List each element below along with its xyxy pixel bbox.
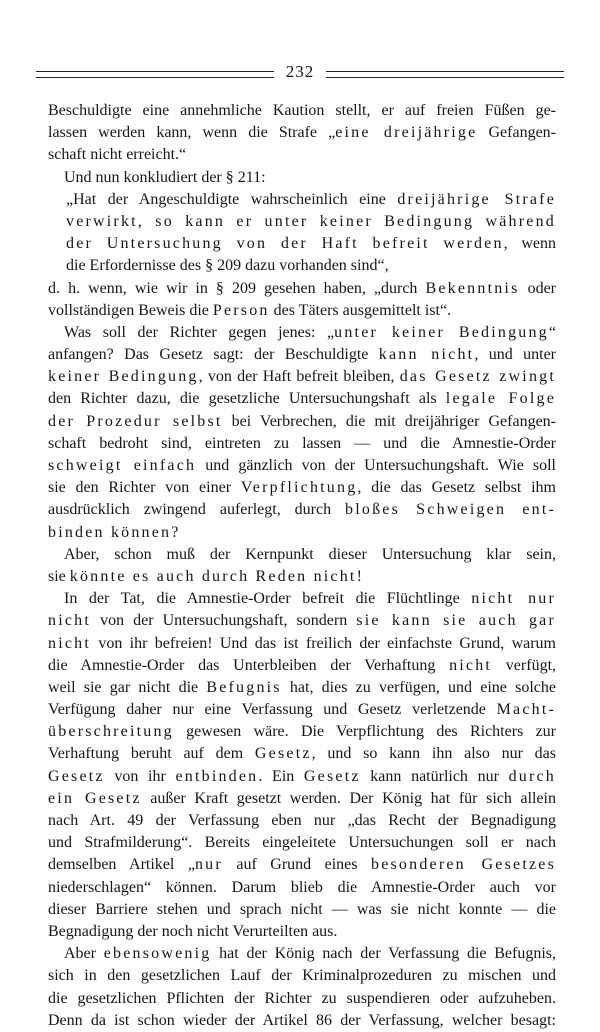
spaced-emphasis: schweigt einfach bbox=[48, 457, 197, 474]
text-segment: oder bbox=[519, 279, 556, 297]
text-segment: , die das Gesetz selbst ihm bbox=[357, 479, 556, 497]
text-line bbox=[48, 766, 556, 788]
text-line bbox=[48, 411, 556, 433]
text-segment: Aber, schon muß der Kernpunkt dieser Untersuchung klar sein, bbox=[64, 545, 556, 563]
spaced-emphasis: könnte es auch durch Reden nicht bbox=[69, 567, 357, 585]
text-segment: lassen werden kann, wenn die Strafe „ bbox=[48, 124, 336, 142]
spaced-emphasis: dreijährige Strafe bbox=[397, 190, 556, 208]
text-segment: sie den Richter von einer bbox=[48, 479, 241, 497]
text-segment: gewesen wäre. Die Verpflichtung des Richters zur bbox=[173, 723, 556, 741]
text-segment: anfangen? Das Gesetz sagt: der Beschuldigte bbox=[48, 346, 379, 364]
header-rule-left bbox=[36, 71, 274, 78]
text-segment: des Täters ausgemittelt ist“. bbox=[269, 301, 452, 319]
text-line bbox=[48, 278, 556, 300]
text-segment: und gänzlich von der Untersuchungshaft. Wie soll bbox=[196, 457, 556, 474]
text-line bbox=[48, 544, 556, 566]
text-segment: „Hat der Angeschuldigte wahrscheinlich eine bbox=[66, 190, 398, 208]
text-segment: auf Grund eines bbox=[222, 856, 371, 874]
text-segment: “ bbox=[548, 323, 556, 341]
text-line bbox=[48, 144, 556, 166]
text-segment: wenn bbox=[509, 235, 556, 253]
text-line bbox=[48, 477, 556, 499]
spaced-emphasis: Gesetz bbox=[303, 767, 361, 785]
text-line bbox=[48, 366, 556, 388]
text-segment: den Richter dazu, die gesetzliche Untersuchungshaft als bbox=[48, 390, 446, 408]
text-segment: hat, dies zu verfügen, und eine solche bbox=[281, 678, 556, 696]
text-line bbox=[48, 921, 556, 943]
text-segment: ausdrücklich zwingend auferlegt, durch bbox=[48, 501, 346, 519]
text-segment: die Amnestie-Order das Unterbleiben der Verhaftung bbox=[48, 656, 450, 674]
text-line bbox=[48, 899, 556, 921]
text-segment: Begnadigung der noch nicht Verurteilten aus. bbox=[48, 922, 338, 940]
text-line bbox=[48, 610, 556, 632]
text-segment: , und unter bbox=[474, 346, 557, 364]
text-segment: Aber bbox=[64, 945, 104, 963]
text-segment: sie bbox=[48, 567, 70, 585]
spaced-emphasis: überschreitung bbox=[48, 723, 174, 741]
text-segment: von der Untersuchungshaft, sondern bbox=[91, 612, 357, 630]
text-segment: bei Verbrechen, die mit dreijähriger Gefangen- bbox=[222, 412, 556, 430]
spaced-emphasis: Macht- bbox=[496, 701, 556, 719]
text-line bbox=[48, 388, 556, 410]
text-segment: schaft bedroht sind, eintreten zu lassen — und die Amnestie-Order bbox=[48, 434, 556, 452]
text-segment: niederschlagen“ können. Darum blieb die Amnestie-Order auch vor bbox=[48, 878, 556, 896]
text-line bbox=[48, 344, 556, 366]
text-line bbox=[48, 810, 556, 832]
text-segment: verfügt, bbox=[492, 656, 557, 674]
text-segment: dieser Barriere stehen und sprach nicht — was sie nicht konnte — die bbox=[48, 900, 556, 918]
text-segment: Gefangen- bbox=[477, 124, 557, 142]
text-line bbox=[48, 499, 556, 521]
spaced-emphasis: der Prozedur selbst bbox=[48, 412, 223, 430]
text-line bbox=[48, 854, 556, 876]
text-segment: vollständigen Beweis die bbox=[48, 301, 213, 319]
spaced-emphasis: besonderen Gesetzes bbox=[371, 856, 557, 874]
text-segment: und Strafmilderung“. Bereits eingeleitete Untersuchungen soll er nach bbox=[48, 834, 556, 852]
text-line bbox=[48, 566, 556, 588]
text-line bbox=[48, 122, 556, 144]
text-line bbox=[48, 100, 556, 122]
text-line bbox=[48, 189, 556, 211]
text-line bbox=[48, 655, 556, 677]
text-line bbox=[48, 455, 556, 477]
text-line bbox=[48, 965, 556, 987]
text-segment: von ihr befreien! Und das ist freilich der einfachste Grund, warum bbox=[91, 634, 556, 652]
text-line bbox=[48, 433, 556, 455]
text-segment: Verhaftung beruht auf dem bbox=[48, 745, 255, 763]
text-segment: Beschuldigte eine annehmliche Kaution stellt, er auf freien Füßen ge- bbox=[48, 102, 556, 119]
text-segment: hat der König nach der Verfassung die Befugnis, bbox=[211, 945, 557, 963]
text-line bbox=[48, 167, 556, 189]
spaced-emphasis: nicht bbox=[48, 612, 91, 630]
text-segment: kann natürlich nur bbox=[360, 767, 509, 785]
spaced-emphasis: Gesetz bbox=[48, 767, 105, 785]
text-line bbox=[48, 877, 556, 899]
text-segment: ! bbox=[356, 567, 362, 585]
text-segment: Verfügung daher nur eine Verfassung und Gesetz verletzende bbox=[48, 701, 497, 719]
text-segment: Was soll der Richter gegen jenes: „ bbox=[64, 323, 335, 341]
text-line bbox=[48, 255, 556, 277]
body-text bbox=[48, 100, 556, 1032]
text-segment: schaft nicht erreicht.“ bbox=[48, 146, 187, 164]
text-segment: d. h. wenn, wie wir in § 209 gesehen haben, „durch bbox=[48, 279, 426, 297]
text-line bbox=[48, 1010, 556, 1032]
text-line bbox=[48, 211, 556, 233]
text-segment: weil sie gar nicht die bbox=[48, 678, 207, 696]
text-segment: In der Tat, die Amnestie-Order befreit die Flüchtlinge bbox=[64, 590, 472, 608]
spaced-emphasis: verwirkt, so kann er unter keiner Bedingung während bbox=[66, 212, 556, 230]
spaced-emphasis: nicht bbox=[48, 634, 91, 652]
text-segment: außer Kraft gesetzt werden. Der König hat für sich allein bbox=[141, 789, 557, 807]
spaced-emphasis: entbinden bbox=[175, 767, 259, 785]
spaced-emphasis: ebensowenig bbox=[103, 945, 212, 963]
text-line bbox=[48, 677, 556, 699]
text-line bbox=[48, 322, 556, 344]
spaced-emphasis: Verpflichtung bbox=[240, 479, 358, 497]
text-line bbox=[48, 633, 556, 655]
text-segment: Denn da ist schon wieder der Artikel 86 der Verfassung, welcher besagt: bbox=[48, 1011, 556, 1029]
text-segment: demselben Artikel „ bbox=[48, 856, 195, 874]
text-segment: , und so kann ihn also nur das bbox=[311, 745, 557, 763]
spaced-emphasis: nur bbox=[194, 856, 223, 874]
header-rule-right bbox=[326, 71, 564, 78]
spaced-emphasis: unter keiner Bedingung bbox=[334, 323, 549, 341]
text-line bbox=[48, 988, 556, 1010]
text-line bbox=[48, 788, 556, 810]
text-line bbox=[48, 300, 556, 322]
page-header bbox=[36, 62, 564, 86]
text-line bbox=[48, 588, 556, 610]
page-number: 232 bbox=[285, 62, 315, 81]
text-segment: die gesetzlichen Pflichten der Richter zu suspendieren oder aufzuheben. bbox=[48, 989, 556, 1007]
spaced-emphasis: nicht nur bbox=[471, 590, 557, 608]
text-segment: sich in den gesetzlichen Lauf der Kriminalprozeduren zu mischen und bbox=[48, 967, 556, 985]
text-line bbox=[48, 832, 556, 854]
text-segment: Und nun konkludiert der § 211: bbox=[64, 168, 266, 186]
spaced-emphasis: legale Folge bbox=[445, 390, 556, 408]
spaced-emphasis: sie kann sie auch gar bbox=[356, 612, 556, 630]
spaced-emphasis: das Gesetz zwingt bbox=[399, 368, 557, 386]
spaced-emphasis: kann nicht bbox=[378, 346, 475, 364]
text-segment: nach Art. 49 der Verfassung eben nur „das Recht der Begnadigung bbox=[48, 812, 556, 829]
spaced-emphasis: durch bbox=[508, 767, 557, 785]
spaced-emphasis: Gesetz bbox=[254, 745, 312, 763]
text-line bbox=[48, 522, 556, 544]
text-line bbox=[48, 233, 556, 255]
text-line bbox=[48, 699, 556, 721]
text-segment: von ihr bbox=[104, 767, 176, 785]
spaced-emphasis: Bekenntnis bbox=[425, 279, 520, 297]
text-segment: , von der Haft befreit bleiben, bbox=[198, 368, 400, 386]
spaced-emphasis: binden können? bbox=[48, 523, 181, 541]
spaced-emphasis: bloßes Schweigen ent- bbox=[345, 501, 556, 519]
spaced-emphasis: ein Gesetz bbox=[48, 789, 142, 807]
text-segment: . Ein bbox=[258, 767, 304, 785]
text-line bbox=[48, 743, 556, 765]
text-line bbox=[48, 721, 556, 743]
text-line bbox=[48, 943, 556, 965]
spaced-emphasis: eine dreijährige bbox=[335, 124, 478, 142]
spaced-emphasis: der Untersuchung von der Haft befreit werden, bbox=[66, 235, 510, 253]
spaced-emphasis: Befugnis bbox=[206, 678, 282, 696]
spaced-emphasis: keiner Bedingung bbox=[48, 368, 199, 386]
spaced-emphasis: nicht bbox=[449, 656, 493, 674]
text-segment: die Erfordernisse des § 209 dazu vorhanden sind“, bbox=[66, 257, 389, 275]
spaced-emphasis: Person bbox=[212, 301, 270, 319]
